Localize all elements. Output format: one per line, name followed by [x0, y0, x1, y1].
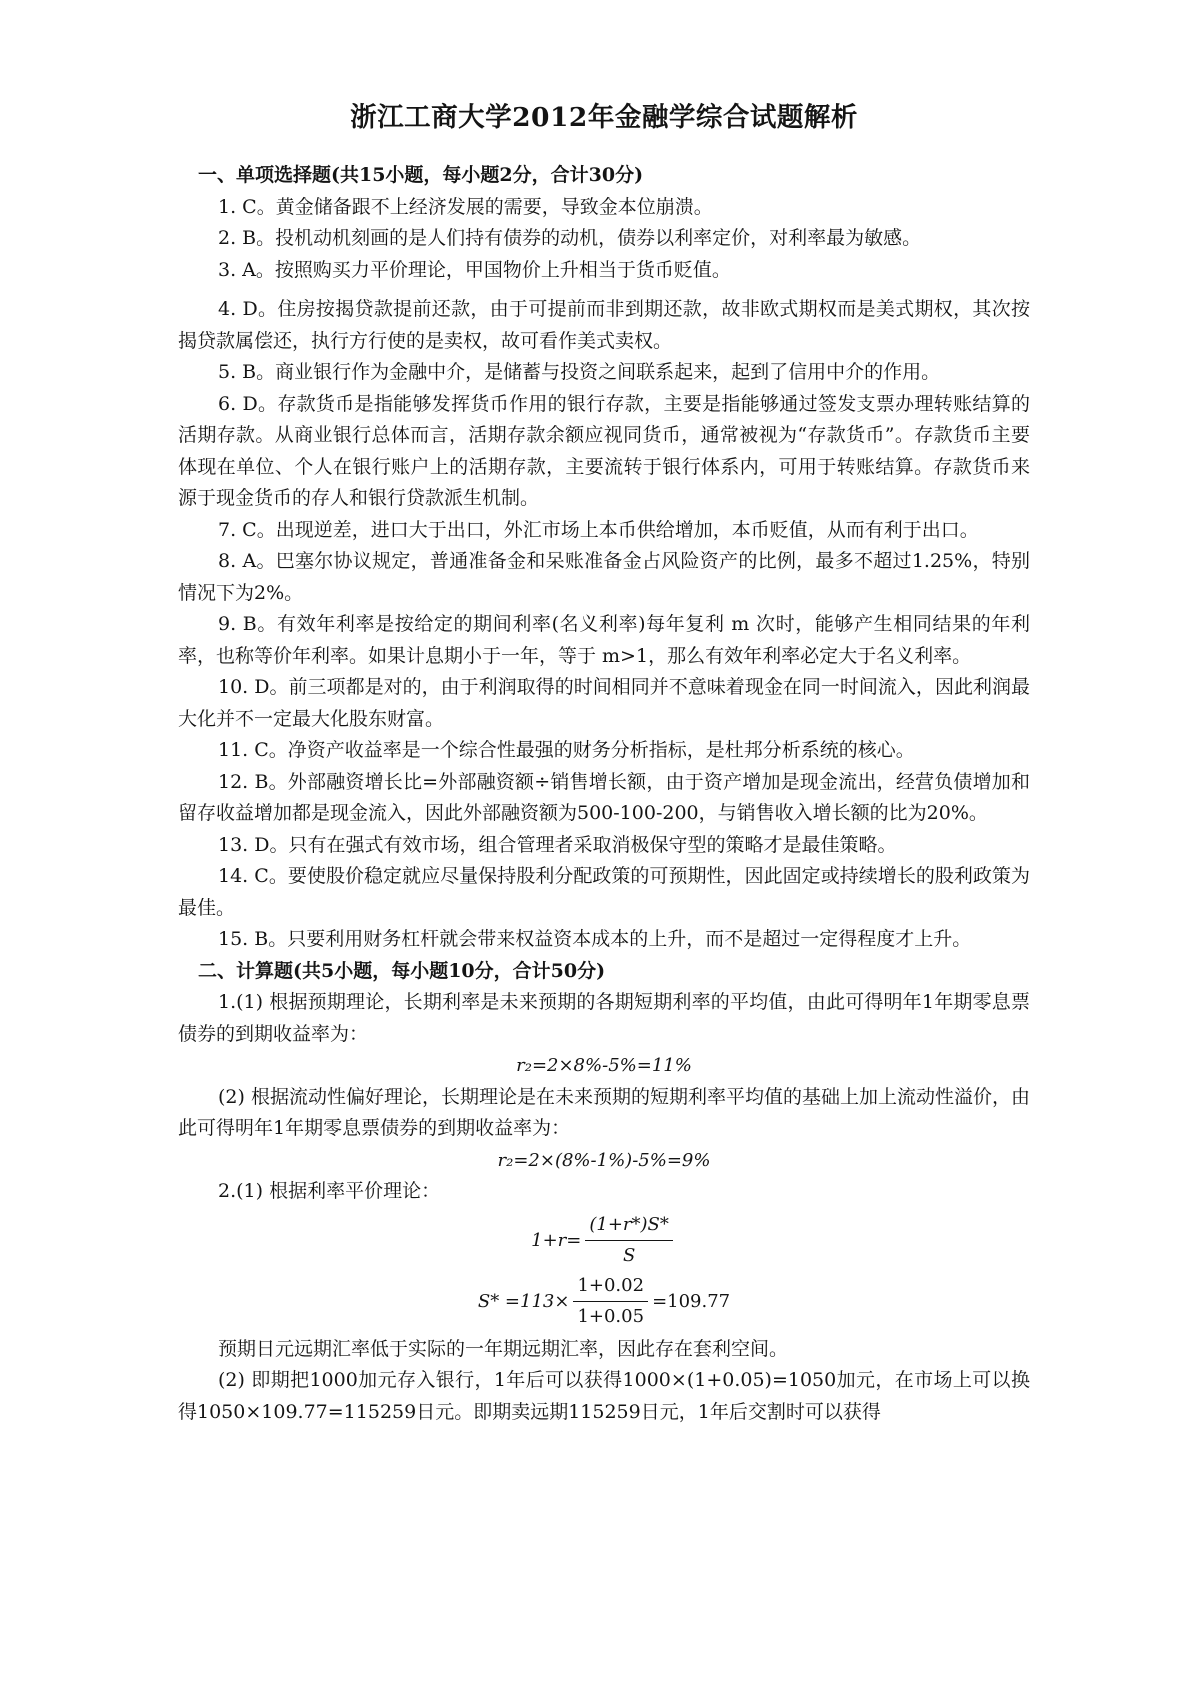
answer-1: 1. C。黄金储备跟不上经济发展的需要，导致金本位崩溃。: [218, 195, 713, 218]
document-page: [178, 100, 1030, 1428]
section-2-heading: 二、计算题(共5小题，每小题10分，合计50分): [198, 959, 606, 982]
formula-r2-expectations: r₂=2×8%-5%=11%: [516, 1055, 692, 1076]
calc-2-part-1: 2.(1) 根据利率平价理论：: [218, 1180, 441, 1202]
answer-4: 4. D。住房按揭贷款提前还款，由于可提前而非到期还款，故非欧式期权而是美式期权，其次按揭贷款属偿还，执行方行使的是卖权，故可看作美式卖权。: [178, 298, 1030, 352]
fraction-denominator: S: [622, 1244, 636, 1266]
formula-rhs: =109.77: [652, 1290, 731, 1312]
fraction-numerator: (1+r*)S*: [585, 1212, 673, 1241]
fraction-numerator: 1+0.02: [573, 1273, 648, 1302]
formula-lhs: S* =113×: [477, 1290, 570, 1312]
calc-1-part-1: 1.(1) 根据预期理论，长期利率是未来预期的各期短期利率的平均值，由此可得明年1年期零息票债券的到期收益率为：: [178, 991, 1030, 1045]
fraction-denominator: 1+0.05: [577, 1305, 645, 1327]
formula-fraction: [585, 1212, 673, 1269]
answer-8: 8. A。巴塞尔协议规定，普通准备金和呆账准备金占风险资产的比例，最多不超过1.25%，特别情况下为2%。: [178, 550, 1030, 604]
formula-r2-liquidity: r₂=2×(8%-1%)-5%=9%: [497, 1149, 711, 1171]
calc-2-part-2: (2) 即期把1000加元存入银行，1年后可以获得1000×(1+0.05)=1050加元，在市场上可以换得1050×109.77=115259日元。即期卖远期115259日元，1年后交割时可以获得: [178, 1369, 1030, 1423]
answer-9: 9. B。有效年利率是按给定的期间利率(名义利率)每年复利 m 次时，能够产生相同结果的年利率，也称等价年利率。如果计息期小于一年，等于 m>1，那么有效年利率必定大于名义利率。: [178, 613, 1030, 667]
section-1-heading: 一、单项选择题(共15小题，每小题2分，合计30分): [198, 164, 644, 186]
answer-10: 10. D。前三项都是对的，由于利润取得的时间相同并不意味着现金在同一时间流入，因此利润最大化并不一定最大化股东财富。: [178, 676, 1030, 730]
answer-2: 2. B。投机动机刻画的是人们持有债券的动机，债券以利率定价，对利率最为敏感。: [218, 227, 922, 249]
answer-13: 13. D。只有在强式有效市场，组合管理者采取消极保守型的策略才是最佳策略。: [218, 833, 897, 856]
answer-11: 11. C。净资产收益率是一个综合性最强的财务分析指标，是杜邦分析系统的核心。: [218, 739, 915, 761]
answer-14: 14. C。要使股价稳定就应尽量保持股利分配政策的可预期性，因此固定或持续增长的股利政策为最佳。: [178, 865, 1030, 919]
answer-15: 15. B。只要利用财务杠杆就会带来权益资本成本的上升，而不是超过一定得程度才上升。: [218, 928, 972, 950]
answer-3: 3. A。按照购买力平价理论，甲国物价上升相当于货币贬值。: [218, 258, 731, 281]
formula-fraction: [573, 1273, 648, 1330]
answer-12: 12. B。外部融资增长比=外部融资额÷销售增长额，由于资产增加是现金流出，经营负债增加和留存收益增加都是现金流入，因此外部融资额为500-100-200，与销售收入增长额的比为20%。: [178, 770, 1030, 824]
answer-7: 7. C。出现逆差，进口大于出口，外汇市场上本币供给增加，本币贬值，从而有利于出口。: [218, 518, 979, 541]
calc-1-part-2: (2) 根据流动性偏好理论，长期理论是在未来预期的短期利率平均值的基础上加上流动性溢价，由此可得明年1年期零息票债券的到期收益率为：: [178, 1085, 1030, 1139]
calc-2-conclusion: 预期日元远期汇率低于实际的一年期远期汇率，因此存在套利空间。: [218, 1337, 789, 1360]
formula-forward-rate: [178, 1273, 1030, 1330]
answer-5: 5. B。商业银行作为金融中介，是储蓄与投资之间联系起来，起到了信用中介的作用。: [218, 361, 941, 383]
formula-interest-parity: [178, 1212, 1030, 1269]
answer-6: 6. D。存款货币是指能够发挥货币作用的银行存款，主要是指能够通过签发支票办理转账结算的活期存款。从商业银行总体而言，活期存款余额应视同货币，通常被视为“存款货币”。存款货币主要体现在单位、个人在银行账户上的活期存款，主要流转于银行体系内，可用于转账结算。存款货币来源于现金货币的存人和银行贷款派生机制。: [178, 392, 1030, 509]
formula-lhs: 1+r=: [531, 1229, 582, 1251]
page-title: 浙江工商大学2012年金融学综合试题解析: [350, 102, 858, 133]
